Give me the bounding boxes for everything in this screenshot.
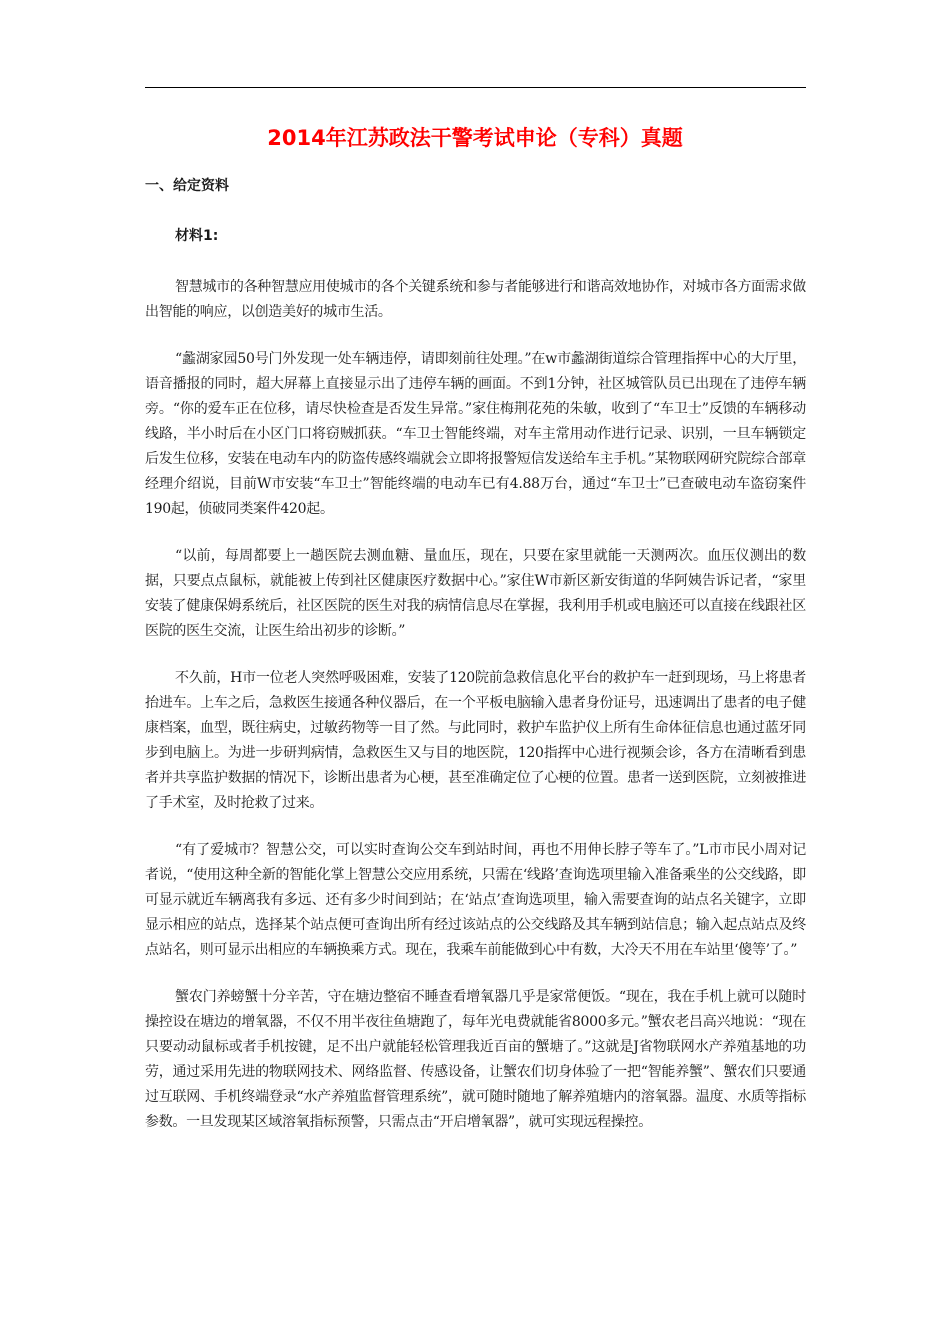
paragraph-ambulance: 不久前，H市一位老人突然呼吸困难，安装了120院前急救信息化平台的救护车一赶到现场，马上将患者抬进车。上车之后，急救医生接通各种仪器后，在一个平板电脑输入患者身份证号，迅速调出了患者的电子健康档案，血型，既往病史，过敏药物等一目了然。与此同时，救护车监护仪上所有生命体征信息也通过蓝牙同步到电脑上。为进一步研判病情，急救医生又与目的地医院，120指挥中心进行视频会诊，各方在清晰看到患者并共享监护数据的情况下，诊断出患者为心梗，甚至准确定位了心梗的位置。患者一送到医院，立刻被推进了手术室，及时抢救了过来。 [145, 670, 806, 811]
material-body [145, 275, 806, 1157]
material-label: 材料1: [175, 228, 219, 244]
section-heading: 一、给定资料 [145, 178, 229, 194]
header-rule [145, 87, 806, 88]
paragraph-health: “以前，每周都要上一趟医院去测血糖、量血压，现在，只要在家里就能一天测两次。血压仪测出的数据，只要点点鼠标，就能被上传到社区健康医疗数据中心。”家住W市新区新安街道的华阿姨告诉记者，“家里安装了健康保姆系统后，社区医院的医生对我的病情信息尽在掌握，我利用手机或电脑还可以直接在线跟社区医院的医生交流，让医生给出初步的诊断。” [145, 548, 806, 639]
paragraph-intro: 智慧城市的各种智慧应用使城市的各个关键系统和参与者能够进行和谐高效地协作，对城市各方面需求做出智能的响应，以创造美好的城市生活。 [145, 279, 806, 320]
page-title: 2014年江苏政法干警考试申论（专科）真题 [267, 126, 683, 150]
paragraph-parking: “蠡湖家园50号门外发现一处车辆违停，请即刻前往处理。”在w市蠡湖街道综合管理指挥中心的大厅里，语音播报的同时，超大屏幕上直接显示出了违停车辆的画面。不到1分钟，社区城管队员已出现在了违停车辆旁。“你的爱车正在位移，请尽快检查是否发生异常。”家住梅荆花苑的朱敏，收到了“车卫士”反馈的车辆移动线路，半小时后在小区门口将窃贼抓获。“车卫士智能终端，对车主常用动作进行记录、识别，一旦车辆锁定后发生位移，安装在电动车内的防盗传感终端就会立即将报警短信发送给车主手机。”某物联网研究院综合部章经理介绍说，目前W市安装“车卫士”智能终端的电动车已有4.88万台，通过“车卫士”已查破电动车盗窃案件190起，侦破同类案件420起。 [145, 351, 806, 517]
paragraph-bus: “有了爱城市？智慧公交，可以实时查询公交车到站时间，再也不用伸长脖子等车了。”L市市民小周对记者说，“使用这种全新的智能化掌上智慧公交应用系统，只需在‘线路’查询选项里输入准备乘坐的公交线路，即可显示就近车辆离我有多远、还有多少时间到站；在‘站点’查询选项里，输入需要查询的站点名关键字，立即显示相应的站点，选择某个站点便可查询出所有经过该站点的公交线路及其车辆到站信息；输入起点站点及终点站名，则可显示出相应的车辆换乘方式。现在，我乘车前能做到心中有数，大冷天不用在车站里‘傻等’了。” [145, 842, 806, 958]
paragraph-crab-farming: 蟹农门养螃蟹十分辛苦，守在塘边整宿不睡查看增氧器几乎是家常便饭。“现在，我在手机上就可以随时操控设在塘边的增氧器，不仅不用半夜往鱼塘跑了，每年光电费就能省8000多元。”蟹农老吕高兴地说：“现在只要动动鼠标或者手机按键，足不出户就能轻松管理我近百亩的蟹塘了。”这就是J省物联网水产养殖基地的功劳，通过采用先进的物联网技术、网络监督、传感设备，让蟹农们切身体验了一把“智能养蟹”、蟹农们只要通过互联网、手机终端登录“水产养殖监督管理系统”，就可随时随地了解养殖塘内的溶氧器。温度、水质等指标参数。一旦发现某区域溶氧指标预警，只需点击“开启增氧器”，就可实现远程操控。 [145, 989, 806, 1130]
